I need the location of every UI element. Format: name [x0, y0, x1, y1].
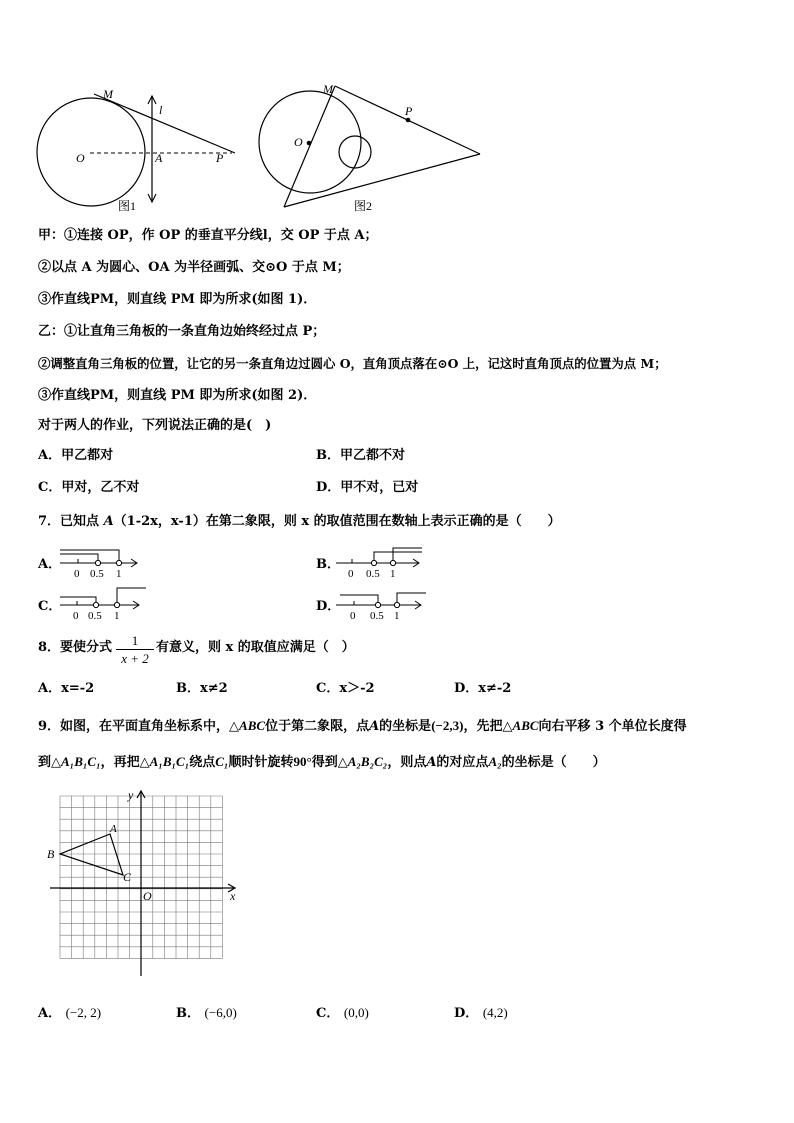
q9-coordinate-grid — [44, 786, 240, 980]
q6-yi-step1: 乙：①让直角三角板的一条直角边始终经过点 P； — [38, 324, 326, 339]
q9-option-b[interactable]: B． (−6,0) — [176, 1005, 237, 1021]
figure-2 — [255, 80, 490, 214]
y-axis-label: y — [128, 788, 134, 802]
q7-option-c-numberline[interactable] — [58, 585, 150, 625]
q7-option-b-numberline[interactable] — [334, 543, 430, 583]
point-a-label: A — [110, 823, 117, 835]
q8-fraction-denominator: x + 2 — [121, 651, 149, 666]
tick-0: 0 — [350, 610, 356, 622]
fig1-label-M: M — [103, 87, 113, 101]
q6-option-b[interactable]: B．甲乙都不对 — [316, 448, 405, 463]
tick-0: 0 — [348, 568, 354, 580]
fig1-label-A: A — [155, 151, 163, 165]
tick-1: 1 — [114, 610, 120, 622]
fig2-caption: 图2 — [354, 199, 373, 213]
q6-option-d[interactable]: D．甲不对，已对 — [316, 480, 419, 495]
fig2-label-P: P — [405, 104, 413, 118]
q6-yi-step3: ③作直线PM，则直线 PM 即为所求(如图 2)． — [38, 388, 317, 403]
q8-fraction — [116, 633, 154, 666]
point-b-label: B — [47, 847, 55, 861]
fig1-caption: 图1 — [118, 199, 137, 213]
q9-stem-line2: 到△A₁B₁C₁，再把△A₁B₁C₁绕点C₁顺时针旋转90°得到△A₂B₂C₂，则点A的对应点A₂的坐标是（ ） — [38, 754, 606, 770]
q6-jia-step3: ③作直线PM，则直线 PM 即为所求(如图 1)． — [38, 292, 317, 307]
tick-0-5: 0.5 — [370, 610, 384, 622]
tick-0-5: 0.5 — [366, 568, 380, 580]
q9-option-d[interactable]: D． (4,2) — [454, 1005, 508, 1021]
q7-stem: 7．已知点 A（1-2x，x-1）在第二象限，则 x 的取值范围在数轴上表示正确的是（ ） — [38, 514, 561, 529]
q8-option-b[interactable]: B．x≠2 — [176, 681, 228, 696]
q6-option-c[interactable]: C．甲对，乙不对 — [38, 480, 140, 495]
fig2-label-O: O — [294, 135, 303, 149]
tick-1: 1 — [390, 568, 396, 580]
q7-option-a-label[interactable]: A． — [38, 557, 62, 572]
fig1-label-O: O — [76, 151, 85, 165]
tick-0-5: 0.5 — [88, 610, 102, 622]
fig2-label-M: M — [323, 82, 333, 96]
x-axis-label: x — [230, 889, 236, 903]
q8-option-a[interactable]: A．x=-2 — [38, 681, 95, 696]
q6-question: 对于两人的作业，下列说法正确的是( ) — [38, 418, 272, 433]
q8-option-d[interactable]: D．x≠-2 — [454, 681, 512, 696]
tick-0: 0 — [73, 610, 79, 622]
q8-stem-suffix: 有意义，则 x 的取值应满足（ ） — [156, 640, 355, 655]
q9-stem-line1: 9．如图，在平面直角坐标系中，△ABC位于第二象限，点A的坐标是(−2,3)，先把△ABC向右平移 3 个单位长度得 — [38, 718, 687, 734]
q8-stem-prefix: 8．要使分式 — [38, 640, 113, 655]
q7-option-b-label[interactable]: B． — [316, 557, 340, 572]
q7-option-c-label[interactable]: C． — [38, 599, 62, 614]
q9-option-c[interactable]: C． (0,0) — [316, 1005, 369, 1021]
q7-option-a-numberline[interactable] — [58, 543, 148, 583]
fig1-label-l: l — [159, 103, 163, 117]
q6-yi-step2: ②调整直角三角板的位置，让它的另一条直角边过圆心 O，直角顶点落在⊙O 上，记这时直角顶点的位置为点 M； — [38, 356, 667, 371]
q8-option-c[interactable]: C．x＞-2 — [316, 681, 375, 696]
q7-option-d-numberline[interactable] — [334, 585, 430, 625]
q6-jia-step1: 甲：①连接 OP，作 OP 的垂直平分线l，交 OP 于点 A； — [38, 228, 378, 243]
tick-1: 1 — [116, 568, 122, 580]
q7-option-d-label[interactable]: D． — [316, 599, 341, 614]
fig1-label-P: P — [216, 151, 224, 165]
q9-option-a[interactable]: A． (−2, 2) — [38, 1005, 102, 1021]
point-c-label: C — [123, 870, 132, 884]
tick-0: 0 — [74, 568, 80, 580]
origin-label: O — [143, 889, 152, 903]
q8-fraction-numerator: 1 — [131, 633, 139, 648]
tick-1: 1 — [394, 610, 400, 622]
figure-1 — [30, 82, 245, 214]
q6-jia-step2: ②以点 A 为圆心、OA 为半径画弧、交⊙O 于点 M； — [38, 260, 350, 275]
q6-option-a[interactable]: A．甲乙都对 — [38, 448, 114, 463]
tick-0-5: 0.5 — [90, 568, 104, 580]
